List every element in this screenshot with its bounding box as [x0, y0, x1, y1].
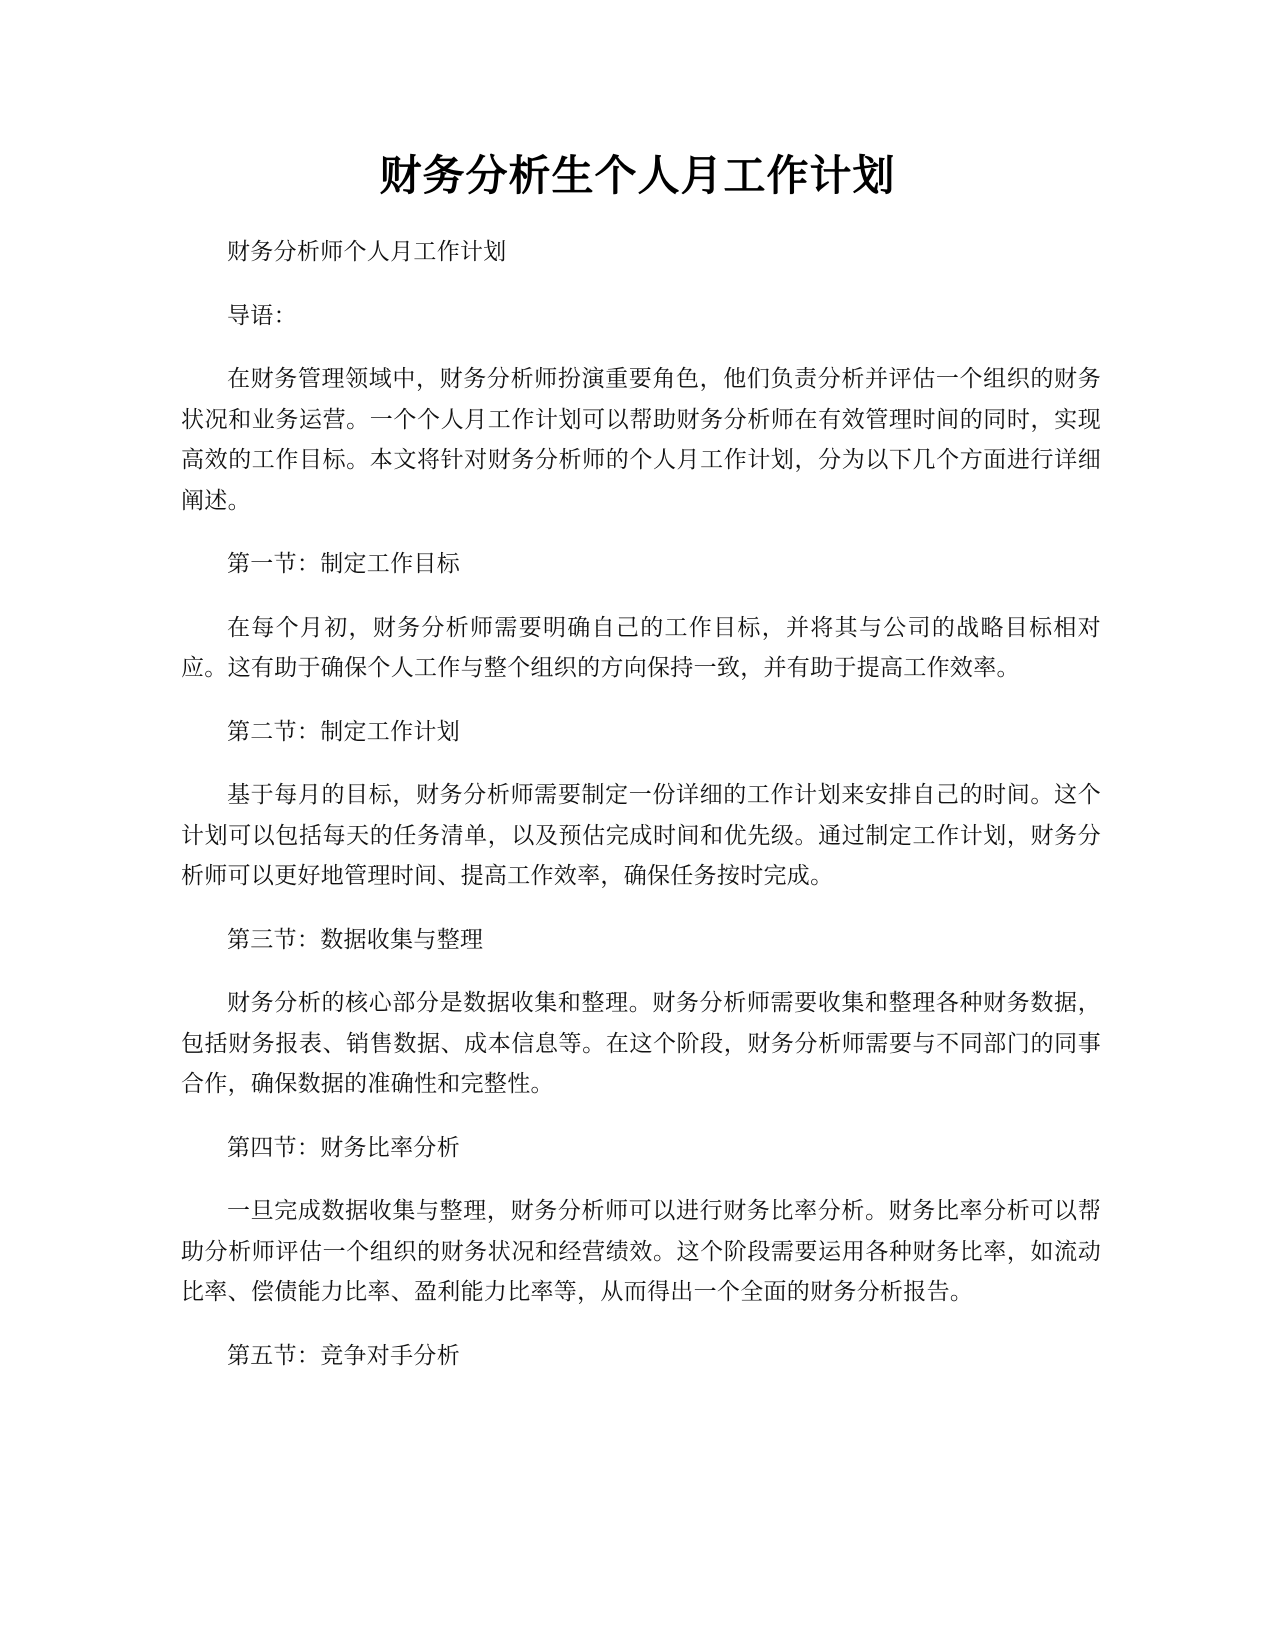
document-body: [181, 232, 1101, 1399]
section-1-paragraph: 在每个月初，财务分析师需要明确自己的工作目标，并将其与公司的战略目标相对应。这有助于确保个人工作与整个组织的方向保持一致，并有助于提高工作效率。: [181, 614, 1101, 681]
section-3-heading: 第三节：数据收集与整理: [227, 926, 484, 953]
section-3-paragraph: 财务分析的核心部分是数据收集和整理。财务分析师需要收集和整理各种财务数据，包括财务报表、销售数据、成本信息等。在这个阶段，财务分析师需要与不同部门的同事合作，确保数据的准确性和完整性。: [181, 990, 1101, 1097]
intro-label: 导语：: [227, 302, 297, 329]
section-4-paragraph: 一旦完成数据收集与整理，财务分析师可以进行财务比率分析。财务比率分析可以帮助分析师评估一个组织的财务状况和经营绩效。这个阶段需要运用各种财务比率，如流动比率、偿债能力比率、盈利能力比率等，从而得出一个全面的财务分析报告。: [181, 1198, 1101, 1305]
section-4-heading: 第四节：财务比率分析: [227, 1134, 460, 1161]
subtitle-paragraph: 财务分析师个人月工作计划: [227, 239, 507, 265]
intro-paragraph: 在财务管理领域中，财务分析师扮演重要角色，他们负责分析并评估一个组织的财务状况和业务运营。一个个人月工作计划可以帮助财务分析师在有效管理时间的同时，实现高效的工作目标。本文将针对财务分析师的个人月工作计划，分为以下几个方面进行详细阐述。: [181, 366, 1101, 514]
section-2-paragraph: 基于每月的目标，财务分析师需要制定一份详细的工作计划来安排自己的时间。这个计划可以包括每天的任务清单，以及预估完成时间和优先级。通过制定工作计划，财务分析师可以更好地管理时间、提高工作效率，确保任务按时完成。: [181, 782, 1101, 889]
section-5-heading: 第五节：竞争对手分析: [227, 1342, 460, 1369]
document-title: 财务分析生个人月工作计划: [379, 151, 896, 200]
section-1-heading: 第一节：制定工作目标: [227, 551, 460, 577]
section-2-heading: 第二节：制定工作计划: [227, 718, 460, 745]
